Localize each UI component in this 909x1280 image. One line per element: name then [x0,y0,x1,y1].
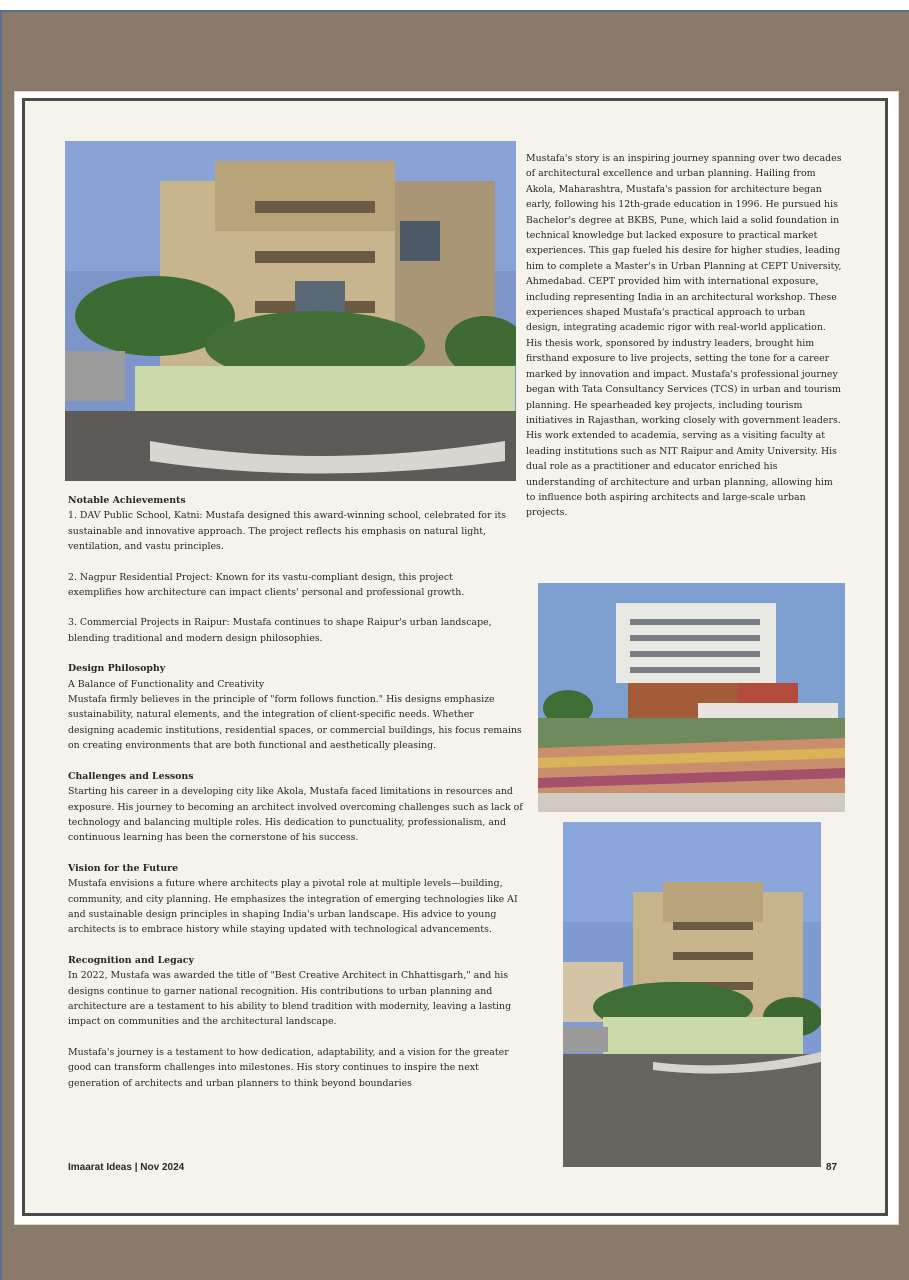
vision-body: Mustafa envisions a future where architects play a pivotal role at multiple levels—building, community, and city planning. He emphasizes the integration of emerging technologies like AI and sustainable design principles in shaping India's urban landscape. His advice to young architects is to embrace history while staying updated with technological advancements. [68,878,518,936]
intro-paragraph: Mustafa's story is an inspiring journey spanning over two decades of architectural excellence and urban planning. Hailing from Akola, Maharashtra, Mustafa's passion for architecture began early, following his 12th-grade education in 1996. He pursued his Bachelor's degree at BKBS, Pune, which laid a solid foundation in technical knowledge but lacked exposure to practical market experiences. This gap fueled his desire for higher studies, leading him to complete a Master's in Urban Planning at CEPT University, Ahmedabad. CEPT provided him with international exposure, including representing India in an architectural workshop. These experiences shaped Mustafa's practical approach to urban design, integrating academic rigor with real-world application. His thesis work, sponsored by industry leaders, brought him firsthand exposure to live projects, setting the tone for a career marked by innovation and impact. Mustafa's professional journey began with Tata Consultancy Services (TCS) in urban and tourism planning. He spearheaded key projects, including tourism initiatives in Rajasthan, working closely with government leaders. His work extended to academia, serving as a visiting faculty at leading institutions such as NIT Raipur and Amity University. His dual role as a practitioner and educator enriched his understanding of architecture and urban planning, allowing him to influence both aspiring architects and large-scale urban projects. [526,153,842,519]
residence-photo [65,141,516,481]
philosophy-heading: Design Philosophy [68,663,166,675]
challenges-body: Starting his career in a developing city like Akola, Mustafa faced limitations in resources and exposure. His journey to becoming an architect involved overcoming challenges such as lack of technology and balancing multiple roles. His dedication to punctuality, professionalism, and continuous learning has been the cornerstone of his success. [68,786,523,844]
window-edge [0,10,2,1280]
vision-heading: Vision for the Future [68,862,179,874]
achievements-heading: Notable Achievements [68,495,186,506]
challenges-heading: Challenges and Lessons [68,770,194,782]
institution-photo [538,583,845,812]
achievement-item: 1. DAV Public School, Katni: Mustafa designed this award-winning school, celebrated for its sustainable and innovative approach. The project reflects his emphasis on natural light, ventilation, and vastu principles. [68,510,507,553]
philosophy-subheading: A Balance of Functionality and Creativity [68,678,265,690]
philosophy-body: Mustafa firmly believes in the principle of "form follows function." His designs emphasize sustainability, natural elements, and the integration of client-specific needs. Whether designing academic institutions, residential spaces, or commercial buildings, his focus remains on creating environments that are both functional and aesthetically pleasing. [68,694,522,752]
achievement-item: 3. Commercial Projects in Raipur: Mustafa continues to shape Raipur's urban landscape, blending traditional and modern design philosophies. [68,617,492,644]
achievement-item: 2. Nagpur Residential Project: Known for its vastu-compliant design, this project exemplifies how architecture can impact clients' personal and professional growth. [68,571,465,599]
publication-footer: Imaarat Ideas | Nov 2024 [68,1162,185,1173]
residence-street-photo [563,822,821,1167]
top-bar [0,0,909,12]
closing-paragraph: Mustafa's journey is a testament to how dedication, adaptability, and a vision for the greater good can transform challenges into milestones. His story continues to inspire the next generation of architects and urban planners to think beyond boundaries [68,1046,509,1089]
main-column [68,493,530,1091]
intro-column [526,151,842,521]
page-number: 87 [826,1162,838,1173]
recognition-body: In 2022, Mustafa was awarded the title of "Best Creative Architect in Chhattisgarh," and his designs continue to garner national recognition. His contributions to urban planning and architecture are a testament to his ability to blend tradition with modernity, leaving a lasting impact on communities and the architectural landscape. [68,970,512,1028]
recognition-heading: Recognition and Legacy [68,954,194,966]
